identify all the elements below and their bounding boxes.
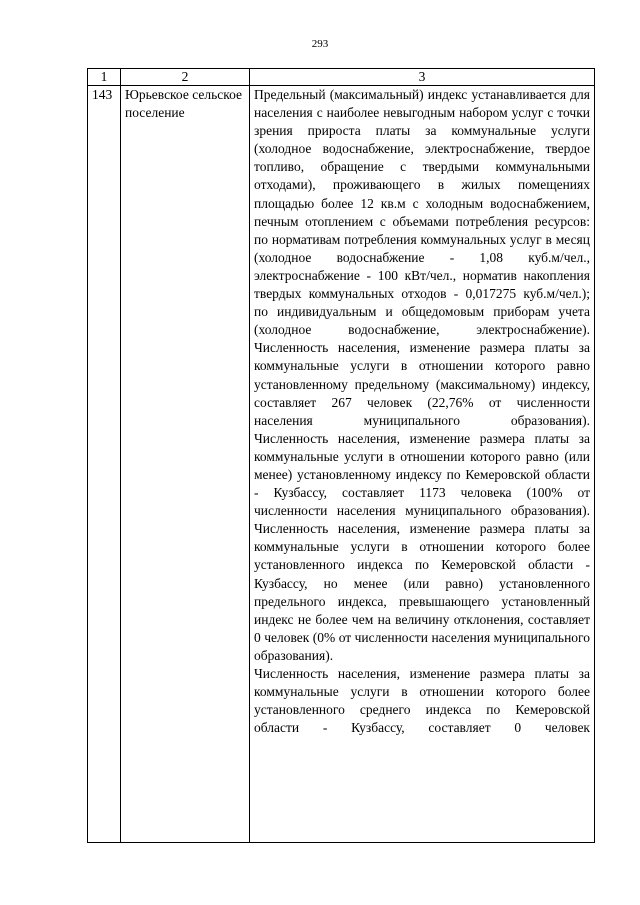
paragraph-norms: по нормативам потребления коммунальных услуг в месяц (холодное водоснабжение - 1,08 куб.м/чел., электроснабжение - 100 кВт/чел., норматив накопления твердых коммунальных отходов - 0,017275 куб.м/чел.); — [254, 231, 590, 302]
row-number-cell: 143 — [88, 86, 121, 843]
indices-table — [87, 68, 595, 843]
paragraph-population-between: Численность населения, изменение размера платы за коммунальные услуги в отношении которого более установленного индекса по Кемеровской области - Кузбассу, но менее (или равно) установленного предельного индекса, превышающего установленный индекс не более чем на величину отклонения, составляет 0 человек (0% от численности населения муниципального образования). — [254, 521, 590, 663]
page-number: 293 — [311, 38, 329, 50]
description-cell — [250, 86, 595, 843]
paragraph-max-index: Предельный (максимальный) индекс устанавливается для населения с наиболее невыгодным набором услуг с точки зрения прироста платы за коммунальные услуги (холодное водоснабжение, электроснабжение, твердое топливо, обращение с твердыми коммунальными отходами), проживающего в жилых помещениях площадью более 12 кв.м с холодным водоснабжением, печным отоплением с объемами потребления ресурсов: — [254, 87, 590, 229]
paragraph-meters: по индивидуальным и общедомовым приборам учета (холодное водоснабжение, электроснабжение). — [254, 304, 590, 338]
municipality-name-cell: Юрьевское сельское поселение — [121, 86, 250, 843]
table-header-row — [88, 69, 595, 86]
table-row — [88, 86, 595, 843]
paragraph-population-above-average: Численность населения, изменение размера платы за коммунальные услуги в отношении которого более установленного среднего индекса по Кемеровской области - Кузбассу, составляет 0 человек — [254, 666, 590, 736]
column-header-1: 1 — [88, 69, 121, 86]
paragraph-population-equal-max: Численность населения, изменение размера платы за коммунальные услуги в отношении которого равно установленному предельному (максимальному) индексу, составляет 267 человек (22,76% от численности населения муниципального образования). — [254, 340, 590, 428]
column-header-2: 2 — [121, 69, 250, 86]
column-header-3: 3 — [250, 69, 595, 86]
paragraph-population-equal-regional: Численность населения, изменение размера платы за коммунальные услуги в отношении которого равно (или менее) установленному индексу по Кемеровской области - Кузбассу, составляет 1173 человека (100% от численности населения муниципального образования). — [254, 430, 590, 519]
